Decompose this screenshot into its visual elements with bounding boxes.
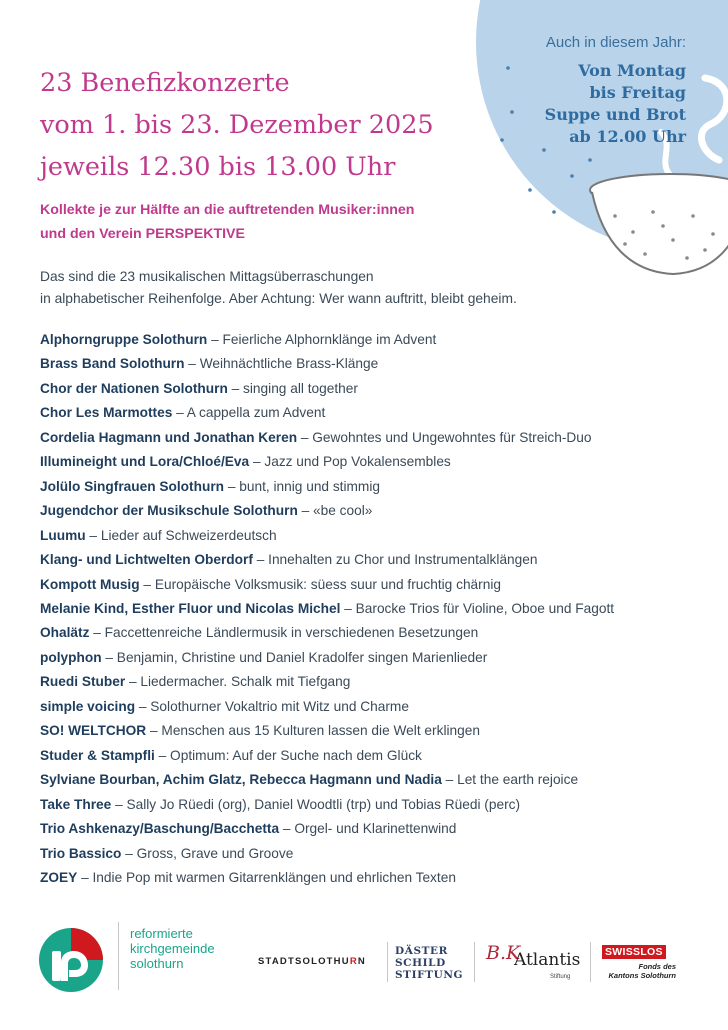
soup-line: Suppe und Brot bbox=[544, 105, 686, 124]
stadt-text: STADTSOLOTHU bbox=[258, 956, 350, 967]
performer-description: – Europäische Volksmusik: süess suur und fruchtig chärnig bbox=[139, 576, 501, 592]
performer-name: Cordelia Hagmann und Jonathan Keren bbox=[40, 429, 298, 445]
collection-note bbox=[40, 198, 414, 246]
list-item bbox=[40, 450, 712, 474]
list-item bbox=[40, 866, 712, 890]
performer-name: Chor der Nationen Solothurn bbox=[40, 380, 228, 396]
wordmark-line: reformierte bbox=[130, 926, 193, 941]
divider bbox=[118, 922, 119, 990]
list-item bbox=[40, 719, 712, 743]
list-item bbox=[40, 377, 712, 401]
list-item bbox=[40, 842, 712, 866]
soup-line: ab 12.00 Uhr bbox=[569, 127, 686, 146]
performer-name: Illumineight und Lora/Chloé/Eva bbox=[40, 454, 250, 470]
soup-note bbox=[500, 34, 686, 148]
performer-description: – Faccettenreiche Ländlermusik in verschiedenen Besetzungen bbox=[89, 625, 479, 641]
performer-name: Luumu bbox=[40, 527, 86, 543]
list-item bbox=[40, 328, 712, 352]
performer-description: – bunt, innig und stimmig bbox=[224, 478, 380, 494]
performer-description: – Let the earth rejoice bbox=[441, 772, 579, 788]
list-item bbox=[40, 475, 712, 499]
logo-line: SCHILD bbox=[395, 957, 446, 969]
swisslos-logo: SWISSLOS bbox=[602, 945, 666, 959]
list-item bbox=[40, 548, 712, 572]
list-item bbox=[40, 573, 712, 597]
list-item bbox=[40, 793, 712, 817]
performer-description: – Solothurner Vokaltrio mit Witz und Charme bbox=[135, 698, 409, 714]
performer-description: – Feierliche Alphornklänge im Advent bbox=[207, 332, 437, 347]
soup-line: bis Freitag bbox=[589, 83, 686, 102]
soup-kicker: Auch in diesem Jahr: bbox=[545, 34, 686, 51]
performer-name: Trio Ashkenazy/Baschung/Bacchetta bbox=[40, 821, 280, 837]
performer-name: Jugendchor der Musikschule Solothurn bbox=[40, 503, 298, 519]
subhead-line: Kollekte je zur Hälfte an die auftretenden Musiker:innen bbox=[40, 202, 415, 218]
performer-description: – «be cool» bbox=[297, 503, 373, 519]
performer-description: – singing all together bbox=[227, 380, 358, 396]
list-item bbox=[40, 597, 712, 621]
performer-name: ZOEY bbox=[40, 869, 78, 885]
performer-description: – Orgel- und Klarinettenwind bbox=[279, 821, 457, 837]
performer-description: – Optimum: Auf der Suche nach dem Glück bbox=[154, 747, 422, 763]
performer-description: – A cappella zum Advent bbox=[172, 405, 326, 421]
performer-description: – Barocke Trios für Violine, Oboe und Fagott bbox=[340, 600, 615, 616]
list-item bbox=[40, 817, 712, 841]
bk-monogram: B.K bbox=[486, 942, 521, 964]
subhead-line: und den Verein PERSPEKTIVE bbox=[40, 226, 245, 242]
performer-name: Brass Band Solothurn bbox=[40, 356, 185, 372]
title-line: vom 1. bis 23. Dezember 2025 bbox=[40, 110, 434, 140]
performer-description: – Menschen aus 15 Kulturen lassen die Welt erklingen bbox=[146, 723, 480, 739]
divider bbox=[387, 942, 388, 982]
performer-name: Chor Les Marmottes bbox=[40, 405, 173, 421]
fonds-line: Kantons Solothurn bbox=[608, 971, 676, 980]
logo-line: DÄSTER bbox=[395, 945, 448, 957]
stadt-accent-letter: R bbox=[349, 956, 358, 967]
fonds-line: Fonds des bbox=[638, 962, 676, 971]
list-item bbox=[40, 426, 712, 450]
performer-name: polyphon bbox=[40, 649, 102, 665]
performer-name: Alphorngruppe Solothurn bbox=[40, 332, 208, 347]
daester-schild-logo bbox=[395, 945, 463, 981]
performer-name: Ohalätz bbox=[40, 625, 90, 641]
performer-name: Klang- und Lichtwelten Oberdorf bbox=[40, 552, 253, 568]
wordmark-line: kirchgemeinde bbox=[130, 941, 215, 956]
performer-description: – Benjamin, Christine und Daniel Kradolfer singen Marienlieder bbox=[101, 649, 488, 665]
stadt-text-end: N bbox=[357, 956, 366, 967]
list-item bbox=[40, 768, 712, 792]
intro-line: Das sind die 23 musikalischen Mittagsüberraschungen bbox=[40, 269, 374, 284]
soup-line: Von Montag bbox=[578, 61, 686, 80]
list-item bbox=[40, 621, 712, 645]
performer-name: Ruedi Stuber bbox=[40, 674, 126, 690]
title-line: jeweils 12.30 bis 13.00 Uhr bbox=[40, 152, 396, 182]
reformierte-wordmark bbox=[130, 926, 215, 971]
performer-name: SO! WELTCHOR bbox=[40, 723, 147, 739]
reformierte-logo-icon bbox=[38, 927, 104, 993]
performer-name: Kompott Musig bbox=[40, 576, 140, 592]
intro-line: in alphabetischer Reihenfolge. Aber Achtung: Wer wann auftritt, bleibt geheim. bbox=[40, 291, 517, 306]
title-line: 23 Benefizkonzerte bbox=[40, 68, 290, 98]
list-item bbox=[40, 670, 712, 694]
list-item bbox=[40, 646, 712, 670]
performer-name: Melanie Kind, Esther Fluor und Nicolas Michel bbox=[40, 600, 341, 616]
performer-description: – Lieder auf Schweizerdeutsch bbox=[85, 527, 277, 543]
performer-name: Trio Bassico bbox=[40, 845, 122, 861]
performer-description: – Jazz und Pop Vokalensembles bbox=[249, 454, 451, 470]
concert-list bbox=[40, 328, 712, 890]
list-item bbox=[40, 744, 712, 768]
performer-description: – Weihnächtliche Brass-Klänge bbox=[184, 356, 379, 372]
performer-name: Jolülo Singfrauen Solothurn bbox=[40, 478, 225, 494]
performer-description: – Innehalten zu Chor und Instrumentalklängen bbox=[252, 552, 538, 568]
performer-description: – Gewohntes und Ungewohntes für Streich-Duo bbox=[297, 429, 592, 445]
wordmark-line: solothurn bbox=[130, 956, 184, 971]
divider bbox=[590, 942, 591, 982]
list-item bbox=[40, 499, 712, 523]
performer-name: simple voicing bbox=[40, 698, 136, 714]
stadt-solothurn-logo bbox=[258, 956, 366, 967]
atlantis-subtitle: Stiftung bbox=[550, 974, 571, 980]
performer-description: – Sally Jo Rüedi (org), Daniel Woodtli (trp) und Tobias Rüedi (perc) bbox=[111, 796, 521, 812]
performer-name: Take Three bbox=[40, 796, 112, 812]
page-title bbox=[40, 62, 434, 188]
list-item bbox=[40, 352, 712, 376]
list-item bbox=[40, 401, 712, 425]
list-item bbox=[40, 695, 712, 719]
intro-text bbox=[40, 266, 517, 310]
performer-name: Studer & Stampfli bbox=[40, 747, 155, 763]
divider bbox=[474, 942, 475, 982]
performer-description: – Liedermacher. Schalk mit Tiefgang bbox=[125, 674, 351, 690]
logo-line: STIFTUNG bbox=[395, 969, 464, 981]
list-item bbox=[40, 524, 712, 548]
swisslos-fonds-text bbox=[602, 962, 676, 980]
performer-name: Sylviane Bourban, Achim Glatz, Rebecca Hagmann und Nadia bbox=[40, 772, 442, 788]
performer-description: – Gross, Grave und Groove bbox=[121, 845, 294, 861]
performer-description: – Indie Pop mit warmen Gitarrenklängen und ehrlichen Texten bbox=[77, 869, 456, 885]
atlantis-logo: Atlantis bbox=[514, 950, 581, 970]
